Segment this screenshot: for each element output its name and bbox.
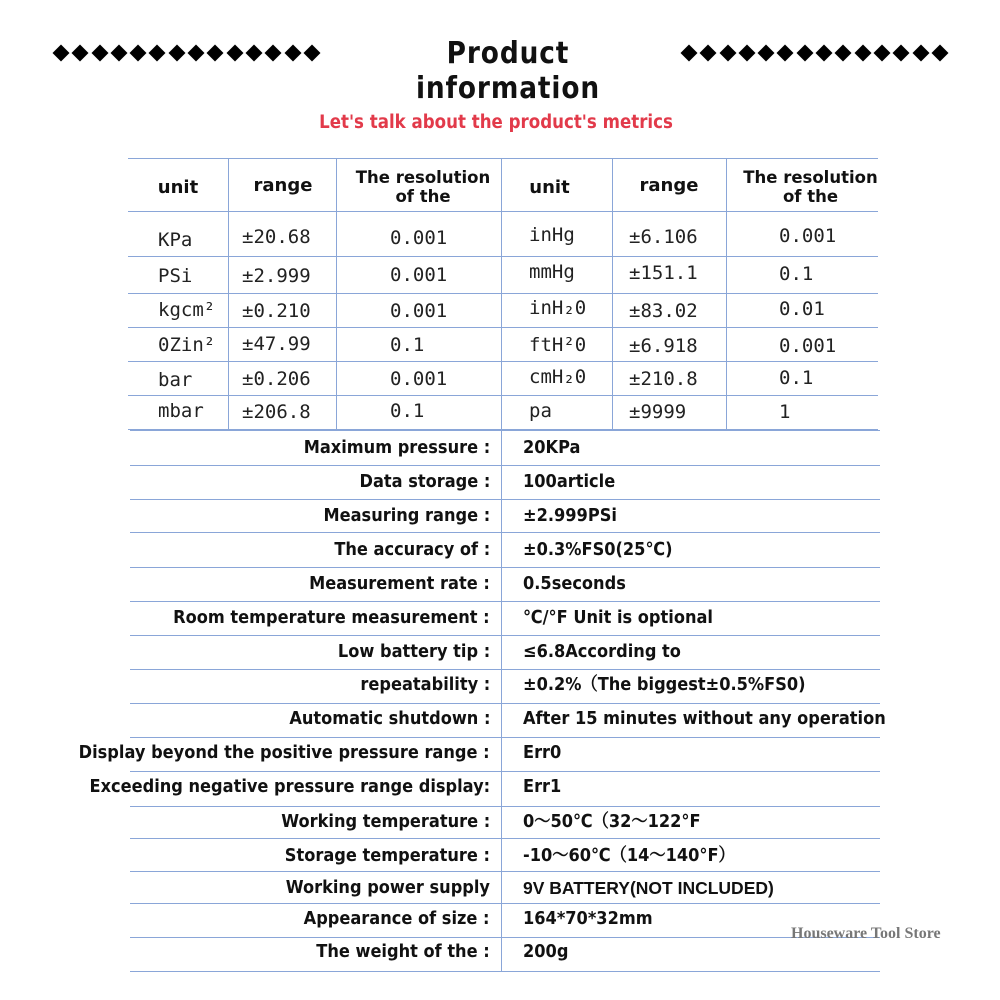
spec-value: 100article <box>523 471 616 492</box>
metric-resolution-2: 1 <box>779 401 791 423</box>
diamond-ornament <box>699 44 717 62</box>
spec-value: 20KPa <box>523 437 581 458</box>
diamond-ornament <box>148 44 166 62</box>
spec-value: 9V BATTERY(NOT INCLUDED) <box>523 878 774 898</box>
diamond-ornament <box>815 44 833 62</box>
spec-label: Low battery tip : <box>337 641 490 662</box>
diamond-ornament <box>834 44 852 62</box>
spec-row <box>0 534 1000 568</box>
spec-row <box>0 806 1000 840</box>
metric-unit: 0Zin² <box>158 334 216 356</box>
metric-range: ±2.999 <box>242 265 311 287</box>
diamond-ornament <box>245 44 263 62</box>
spec-label: Measurement rate : <box>309 573 490 594</box>
metric-range-2: ±151.1 <box>629 262 698 284</box>
header-range-2: range <box>639 175 699 196</box>
spec-value: -10～60℃（14～140°F） <box>523 845 735 866</box>
spec-label: Maximum pressure : <box>303 437 490 458</box>
diamond-ornament <box>776 44 794 62</box>
metric-range-2: ±83.02 <box>629 300 698 322</box>
metric-unit: KPa <box>158 229 193 251</box>
diamond-ornament <box>854 44 872 62</box>
header-unit-2: unit <box>529 177 570 198</box>
store-watermark: Houseware Tool Store <box>791 925 941 942</box>
spec-value: ≤6.8According to <box>523 641 681 662</box>
diamond-ornament <box>796 44 814 62</box>
spec-value: 200g <box>523 941 569 962</box>
header-resolution-2: The resolution of the <box>743 168 878 206</box>
metric-unit-2: inH₂0 <box>529 297 587 319</box>
spec-label: Data storage : <box>359 471 490 492</box>
page-title: Product information <box>415 36 601 106</box>
spec-row <box>0 500 1000 534</box>
spec-label: Appearance of size : <box>304 908 490 929</box>
metric-range: ±206.8 <box>242 401 311 423</box>
spec-value: Err1 <box>523 776 562 797</box>
spec-row <box>0 737 1000 771</box>
spec-label: Working temperature : <box>281 811 490 832</box>
diamond-ornament <box>873 44 891 62</box>
spec-label: Measuring range : <box>323 505 490 526</box>
header-unit: unit <box>157 177 199 198</box>
diamond-ornament <box>303 44 321 62</box>
diamond-ornament <box>168 44 186 62</box>
spec-label: Working power supply <box>285 877 490 898</box>
metric-resolution: 0.001 <box>390 264 448 286</box>
diamond-ornament <box>187 44 205 62</box>
metric-unit: PSi <box>158 265 193 287</box>
metric-range: ±0.206 <box>242 368 311 390</box>
subtitle: Let's talk about the product's metrics <box>319 112 673 133</box>
metric-range-2: ±210.8 <box>629 368 698 390</box>
diamond-ornament <box>264 44 282 62</box>
diamond-ornament <box>757 44 775 62</box>
metric-resolution: 0.001 <box>390 227 448 249</box>
metric-range: ±0.210 <box>242 300 311 322</box>
diamond-ornament <box>738 44 756 62</box>
spec-row <box>0 636 1000 670</box>
diamond-ornament <box>129 44 147 62</box>
spec-label: Storage temperature : <box>284 845 490 866</box>
metric-range: ±47.99 <box>242 333 311 355</box>
diamond-ornament <box>91 44 109 62</box>
metric-unit: kgcm² <box>158 299 216 321</box>
spec-value: ±2.999PSi <box>523 505 617 526</box>
spec-row <box>0 432 1000 466</box>
spec-row <box>0 771 1000 805</box>
spec-row <box>0 669 1000 703</box>
header-range: range <box>253 175 313 196</box>
metric-resolution: 0.001 <box>390 300 448 322</box>
spec-value: ±0.3%FS0(25℃) <box>523 539 673 560</box>
spec-label: Exceeding negative pressure range display: <box>89 776 490 797</box>
spec-row <box>0 872 1000 906</box>
diamond-ornament <box>110 44 128 62</box>
diamond-ornament <box>52 44 70 62</box>
metric-unit: mbar <box>158 400 204 422</box>
metric-range-2: ±6.918 <box>629 335 698 357</box>
spec-value: ℃/°F Unit is optional <box>523 607 713 628</box>
spec-label: repeatability : <box>360 674 490 695</box>
spec-row <box>0 568 1000 602</box>
spec-row <box>0 840 1000 874</box>
metric-unit-2: pa <box>529 400 552 422</box>
metric-unit-2: ftH²0 <box>529 334 587 356</box>
row-divider <box>130 430 880 431</box>
metric-unit-2: mmHg <box>529 261 575 283</box>
spec-value: 164*70*32mm <box>523 908 653 929</box>
diamond-ornament <box>284 44 302 62</box>
metric-resolution-2: 0.001 <box>779 335 837 357</box>
metric-range-2: ±9999 <box>629 401 687 423</box>
spec-label: Automatic shutdown : <box>288 708 490 729</box>
spec-row <box>0 466 1000 500</box>
spec-value: Err0 <box>523 742 562 763</box>
diamond-ornament <box>719 44 737 62</box>
spec-value: After 15 minutes without any operation <box>523 708 886 729</box>
diamond-ornament <box>226 44 244 62</box>
diamond-row-left <box>52 44 322 64</box>
spec-row <box>0 703 1000 737</box>
header-resolution: The resolution of the <box>355 168 491 206</box>
spec-value: 0.5seconds <box>523 573 626 594</box>
metric-resolution-2: 0.1 <box>779 263 814 285</box>
spec-row <box>0 602 1000 636</box>
metric-resolution-2: 0.01 <box>779 298 825 320</box>
header-banner <box>0 30 1000 106</box>
metric-resolution: 0.1 <box>390 400 425 422</box>
diamond-ornament <box>206 44 224 62</box>
metric-resolution: 0.001 <box>390 368 448 390</box>
metric-resolution-2: 0.001 <box>779 225 837 247</box>
diamond-ornament <box>680 44 698 62</box>
diamond-ornament <box>931 44 949 62</box>
row-divider <box>130 971 880 972</box>
metric-range: ±20.68 <box>242 226 311 248</box>
metric-resolution: 0.1 <box>390 334 425 356</box>
metric-unit: bar <box>158 369 193 391</box>
diamond-ornament <box>892 44 910 62</box>
spec-label: The weight of the : <box>316 941 490 962</box>
spec-label: Room temperature measurement : <box>173 607 490 628</box>
diamond-ornament <box>912 44 930 62</box>
spec-value: ±0.2%（The biggest±0.5%FS0) <box>523 674 806 695</box>
diamond-row-right <box>680 44 950 64</box>
metric-unit-2: cmH₂0 <box>529 366 587 388</box>
spec-value: 0～50℃（32～122°F <box>523 811 701 832</box>
spec-label: The accuracy of : <box>334 539 490 560</box>
metrics-table <box>128 158 878 430</box>
diamond-ornament <box>71 44 89 62</box>
metric-range-2: ±6.106 <box>629 226 698 248</box>
metric-resolution-2: 0.1 <box>779 367 814 389</box>
metric-unit-2: inHg <box>529 224 575 246</box>
spec-label: Display beyond the positive pressure range : <box>79 742 490 763</box>
